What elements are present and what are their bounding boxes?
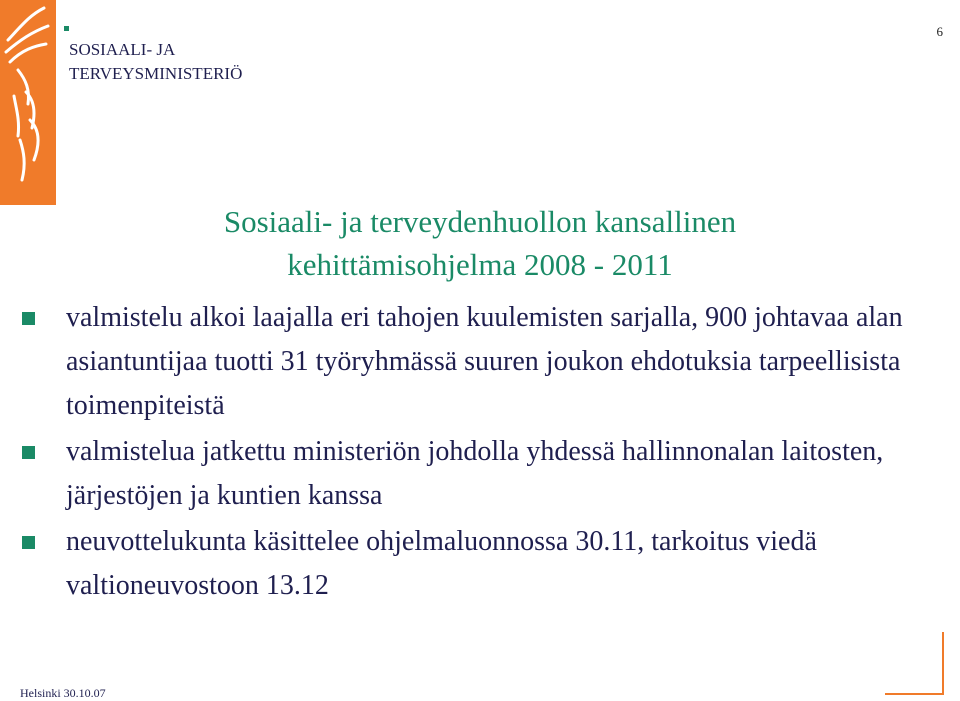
list-item	[22, 296, 952, 428]
list-item	[22, 520, 952, 608]
page-number: 6	[936, 24, 943, 39]
ministry-logo-icon	[0, 0, 56, 205]
list-item	[22, 430, 952, 518]
bullet-text: valmistelua jatkettu ministeriön johdolla yhdessä hallinnonalan laitosten, järjestöjen ja kuntien kanssa	[66, 436, 884, 511]
bullet-text: valmistelu alkoi laajalla eri tahojen kuulemisten sarjalla, 900 johtavaa alan asiantuntijaa tuotti 31 työryhmässä suuren joukon ehdotuksia tarpeellisista toimenpiteistä	[66, 302, 903, 421]
organization-name-line1: SOSIAALI- JA	[69, 40, 176, 59]
corner-bracket-icon	[883, 630, 945, 696]
slide-title-line1: Sosiaali- ja terveydenhuollon kansallinen	[223, 204, 737, 239]
bullet-text: neuvottelukunta käsittelee ohjelmaluonnossa 30.11, tarkoitus viedä valtioneuvostoon 13.12	[66, 526, 817, 601]
organization-name	[69, 38, 242, 86]
header-square-icon	[64, 26, 69, 31]
bullet-list	[22, 296, 952, 610]
footer-date: Helsinki 30.10.07	[20, 686, 106, 700]
square-bullet-icon	[22, 312, 35, 325]
square-bullet-icon	[22, 536, 35, 549]
square-bullet-icon	[22, 446, 35, 459]
slide-title-line2: kehittämisohjelma 2008 - 2011	[287, 247, 673, 282]
slide-title	[0, 200, 960, 286]
organization-name-line2: TERVEYSMINISTERIÖ	[69, 64, 243, 83]
